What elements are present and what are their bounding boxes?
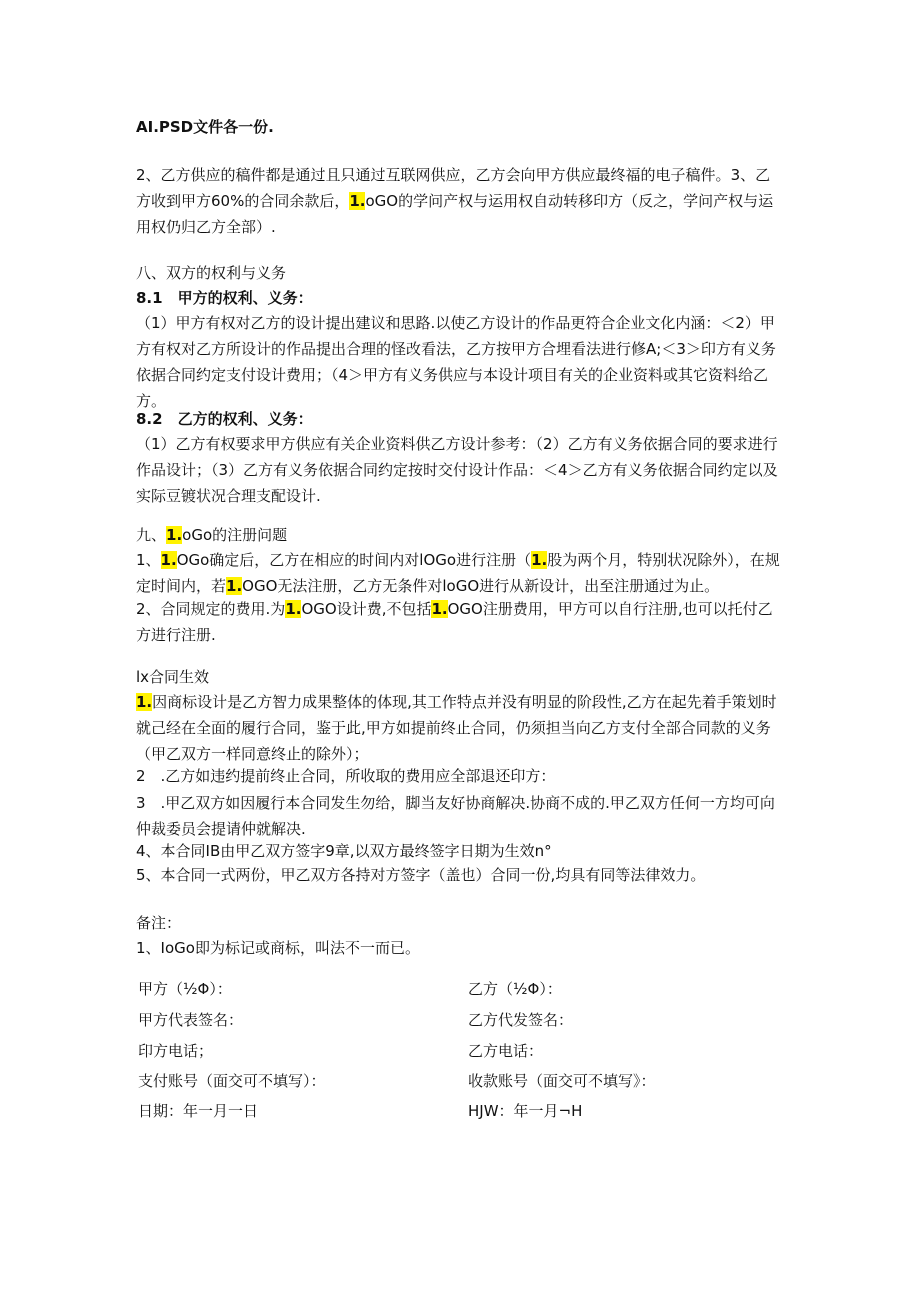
- section-8-2-body: （1）乙方有权要求甲方供应有关企业资料供乙方设计参考：（2）乙方有义务依据合同的要求进行作品设计；（3）乙方有义务依据合同约定按时交付设计作品：＜4＞乙方有义务依据合同约定以及实际豆镀状况合理支配设计.: [136, 435, 778, 505]
- section-10-item-1: 1.因商标设计是乙方智力成果整体的体现,其工作特点并没有明显的阶段性,乙方在起先着手策划时就己经在全面的履行合同，鉴于此,甲方如提前终止合同，仍须担当向乙方支付全部合同款的义务（甲乙双方一样同意终止的除外）；: [136, 693, 777, 763]
- highlight-mark: 1.: [226, 577, 243, 595]
- highlight-mark: 1.: [431, 600, 448, 618]
- party-a-phone: 印方电话；: [138, 1042, 214, 1060]
- section-9-item-1: 1、1.OGo确定后，乙方在相应的时间内对lOGo进行注册（1.股为两个月，特别状况除外），在规定时间内，若1.OGO无法注册，乙方无条件对loGO进行从新设计，出至注册通过为止。: [136, 551, 780, 595]
- party-b-date: HJW：年一月¬H: [468, 1102, 583, 1120]
- section-8-1-body: （1）甲方有权对乙方的设计提出建议和思路.以使乙方设计的作品更符合企业文化内涵：＜2）甲方有权对乙方所设计的作品提出合理的怪改看法，乙方按甲方合埋看法进行修A;＜3＞印方有义务依据合同约定支付设计费用；（4＞甲方有义务供应与本设计项目有关的企业资料或其它资料给乙方。: [136, 314, 776, 410]
- highlight-mark: 1.: [531, 551, 548, 569]
- notes-item-1: 1、IoGo即为标记或商标，叫法不一而已。: [136, 939, 420, 957]
- section-8-title: 八、双方的权利与义务: [136, 264, 287, 282]
- section-9-item-2: 2、合同规定的费用.为1.OGO设计费,不包括1.OGO注册费用，甲方可以自行注册,也可以托付乙方进行注册.: [136, 600, 773, 644]
- highlight-mark: 1.: [166, 526, 183, 544]
- notes-title: 备注：: [136, 914, 182, 932]
- section-10-title: lx合同生效: [136, 668, 210, 686]
- party-b-receiving-account: 收款账号（面交可不填写》：: [468, 1072, 656, 1090]
- party-a-name: 甲方（½Φ）：: [138, 980, 232, 998]
- party-b-phone: 乙方电话：: [468, 1042, 544, 1060]
- party-b-rep-signature: 乙方代发签名：: [468, 1011, 574, 1029]
- section-10-item-3: 3 .甲乙双方如因履行本合同发生勿给，脚当友好协商解决.协商不成的.甲乙双方任何一方均可向仲裁委员会提请仲就解决.: [136, 794, 775, 838]
- paragraph-delivery: 2、乙方供应的稿件都是通过且只通过互联网供应，乙方会向甲方供应最终福的电子稿件。3、乙方收到甲方60%的合同余款后，1.oGO的学问产权与运用权自动转移印方（反之，学问产权与运用权仍归乙方全部）.: [136, 166, 774, 236]
- highlight-mark: 1.: [285, 600, 302, 618]
- party-a-payment-account: 支付账号（面交可不填写）：: [138, 1072, 326, 1090]
- highlight-mark: 1.: [160, 551, 177, 569]
- highlight-mark: 1.: [349, 192, 366, 210]
- section-9-title: 九、1.oGo的注册问题: [136, 526, 288, 544]
- section-8-1-heading: 8.1 甲方的权利、义务：: [136, 289, 313, 307]
- section-10-item-4: 4、本合同IB由甲乙双方签字9章,以双方最终签字日期为生效n°: [136, 842, 552, 860]
- section-8-2-heading: 8.2 乙方的权利、义务：: [136, 410, 313, 428]
- party-b-name: 乙方（½Φ）：: [468, 980, 562, 998]
- section-10-item-2: 2 .乙方如违约提前终止合同，所收取的费用应全部退还印方：: [136, 767, 556, 785]
- ai-psd-line: AI.PSD文件各一份.: [136, 118, 274, 136]
- party-a-rep-signature: 甲方代表签名：: [138, 1011, 244, 1029]
- highlight-mark: 1.: [136, 693, 153, 711]
- section-10-item-5: 5、本合同一式两份，甲乙双方各持对方签字（盖也）合同一份,均具有同等法律效力。: [136, 866, 706, 884]
- party-a-date: 日期：年一月一日: [138, 1102, 259, 1120]
